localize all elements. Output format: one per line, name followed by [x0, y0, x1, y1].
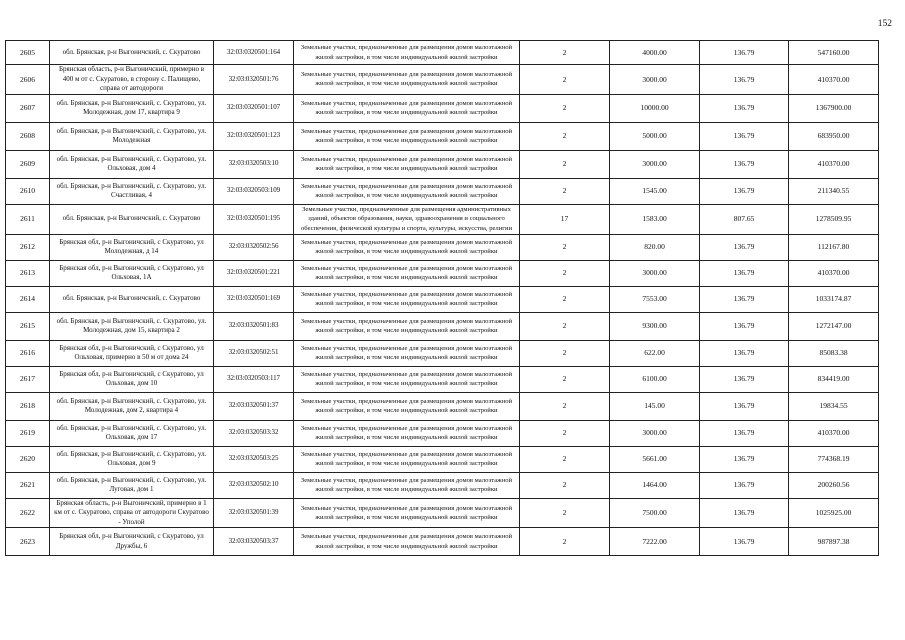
land-use-cell: Земельные участки, предназначенные для размещения домов малоэтажной жилой застройки, в том числе индивидуальной жилой застройки [294, 150, 520, 178]
specific-value-cell: 136.79 [700, 41, 789, 65]
specific-value-cell: 136.79 [700, 122, 789, 150]
row-number-cell: 2614 [6, 286, 50, 312]
row-number-cell: 2608 [6, 122, 50, 150]
cadastral-value-cell: 547160.00 [789, 41, 879, 65]
land-use-cell: Земельные участки, предназначенные для размещения домов малоэтажной жилой застройки, в том числе индивидуальной жилой застройки [294, 340, 520, 366]
land-use-cell: Земельные участки, предназначенные для размещения домов малоэтажной жилой застройки, в том числе индивидуальной жилой застройки [294, 498, 520, 528]
table-row [6, 420, 879, 446]
cadastral-value-cell: 774368.19 [789, 446, 879, 472]
cadastral-value-cell: 112167.80 [789, 234, 879, 260]
use-group-cell: 2 [520, 472, 610, 498]
address-cell: обл. Брянская, р-н Выгоничский, с. Скуратово, ул. Молодежная, дом 15, квартира 2 [50, 312, 214, 340]
use-group-cell: 2 [520, 366, 610, 392]
cadastral-value-cell: 1367900.00 [789, 94, 879, 122]
table-row [6, 366, 879, 392]
row-number-cell: 2616 [6, 340, 50, 366]
area-cell: 1583.00 [610, 204, 700, 234]
table-row [6, 340, 879, 366]
land-use-cell: Земельные участки, предназначенные для размещения домов малоэтажной жилой застройки, в том числе индивидуальной жилой застройки [294, 446, 520, 472]
cadastral-value-cell: 211340.55 [789, 178, 879, 204]
row-number-cell: 2621 [6, 472, 50, 498]
row-number-cell: 2612 [6, 234, 50, 260]
use-group-cell: 2 [520, 286, 610, 312]
address-cell: обл. Брянская, р-н Выгоничский, с. Скуратово [50, 204, 214, 234]
table-row [6, 41, 879, 65]
specific-value-cell: 136.79 [700, 528, 789, 556]
cadastral-value-cell: 410370.00 [789, 65, 879, 95]
area-cell: 4000.00 [610, 41, 700, 65]
row-number-cell: 2620 [6, 446, 50, 472]
cadastral-number-cell: 32:03:0320503:37 [214, 528, 294, 556]
address-cell: Брянская обл, р-н Выгоничский, с Скуратово, ул Ольховая, 1А [50, 260, 214, 286]
table-row [6, 204, 879, 234]
page-number: 152 [877, 19, 892, 29]
use-group-cell: 2 [520, 446, 610, 472]
cadastral-number-cell: 32:03:0320501:195 [214, 204, 294, 234]
specific-value-cell: 136.79 [700, 94, 789, 122]
cadastral-value-cell: 19834.55 [789, 392, 879, 420]
specific-value-cell: 136.79 [700, 260, 789, 286]
address-cell: Брянская область, р-н Выгоничский, примерно в 1 км от с. Скуратово, справа от автодороги Скуратово - Уполой [50, 498, 214, 528]
area-cell: 6100.00 [610, 366, 700, 392]
row-number-cell: 2613 [6, 260, 50, 286]
cadastral-number-cell: 32:03:0320501:83 [214, 312, 294, 340]
area-cell: 622.00 [610, 340, 700, 366]
specific-value-cell: 136.79 [700, 340, 789, 366]
land-use-cell: Земельные участки, предназначенные для размещения домов малоэтажной жилой застройки, в том числе индивидуальной жилой застройки [294, 472, 520, 498]
table-row [6, 122, 879, 150]
address-cell: Брянская обл, р-н Выгоничский, с Скуратово, ул Молодежная, д 14 [50, 234, 214, 260]
use-group-cell: 2 [520, 122, 610, 150]
cadastral-number-cell: 32:03:0320501:123 [214, 122, 294, 150]
land-use-cell: Земельные участки, предназначенные для размещения домов малоэтажной жилой застройки, в том числе индивидуальной жилой застройки [294, 286, 520, 312]
address-cell: обл. Брянская, р-н Выгоничский, с. Скуратово, ул. Счастливая, 4 [50, 178, 214, 204]
land-use-cell: Земельные участки, предназначенные для размещения домов малоэтажной жилой застройки, в том числе индивидуальной жилой застройки [294, 65, 520, 95]
use-group-cell: 2 [520, 312, 610, 340]
table-body [6, 41, 879, 556]
area-cell: 1545.00 [610, 178, 700, 204]
use-group-cell: 2 [520, 41, 610, 65]
row-number-cell: 2615 [6, 312, 50, 340]
row-number-cell: 2611 [6, 204, 50, 234]
specific-value-cell: 136.79 [700, 392, 789, 420]
row-number-cell: 2607 [6, 94, 50, 122]
cadastral-number-cell: 32:03:0320501:76 [214, 65, 294, 95]
use-group-cell: 2 [520, 94, 610, 122]
specific-value-cell: 136.79 [700, 234, 789, 260]
cadastral-value-cell: 1278509.95 [789, 204, 879, 234]
land-use-cell: Земельные участки, предназначенные для размещения домов малоэтажной жилой застройки, в том числе индивидуальной жилой застройки [294, 94, 520, 122]
cadastral-number-cell: 32:03:0320502:51 [214, 340, 294, 366]
address-cell: обл. Брянская, р-н Выгоничский, с. Скуратово [50, 41, 214, 65]
table-row [6, 392, 879, 420]
address-cell: Брянская область, р-н Выгоничский, примерно в 400 м от с. Скуратово, в сторону с. Палищево, справа от автодороги [50, 65, 214, 95]
use-group-cell: 2 [520, 234, 610, 260]
address-cell: обл. Брянская, р-н Выгоничский, с. Скуратово, ул. Ольховая, дом 4 [50, 150, 214, 178]
table-row [6, 260, 879, 286]
use-group-cell: 2 [520, 528, 610, 556]
address-cell: Брянская обл, р-н Выгоничский, с Скуратово, ул Дружбы, 6 [50, 528, 214, 556]
table-row [6, 528, 879, 556]
cadastral-number-cell: 32:03:0320501:37 [214, 392, 294, 420]
table-row [6, 234, 879, 260]
area-cell: 3000.00 [610, 420, 700, 446]
land-use-cell: Земельные участки, предназначенные для размещения домов малоэтажной жилой застройки, в том числе индивидуальной жилой застройки [294, 234, 520, 260]
specific-value-cell: 136.79 [700, 498, 789, 528]
use-group-cell: 2 [520, 150, 610, 178]
cadastral-number-cell: 32:03:0320503:10 [214, 150, 294, 178]
specific-value-cell: 136.79 [700, 472, 789, 498]
land-use-cell: Земельные участки, предназначенные для размещения домов малоэтажной жилой застройки, в том числе индивидуальной жилой застройки [294, 420, 520, 446]
area-cell: 5661.00 [610, 446, 700, 472]
cadastral-number-cell: 32:03:0320502:10 [214, 472, 294, 498]
cadastral-value-cell: 200260.56 [789, 472, 879, 498]
cadastral-value-cell: 1272147.00 [789, 312, 879, 340]
area-cell: 1464.00 [610, 472, 700, 498]
cadastral-number-cell: 32:03:0320503:32 [214, 420, 294, 446]
address-cell: обл. Брянская, р-н Выгоничский, с. Скуратово, ул. Молодежная, дом 17, квартира 9 [50, 94, 214, 122]
land-use-cell: Земельные участки, предназначенные для размещения административных зданий, объектов образования, науки, здравоохранения и социального обеспечения, физической культуры и спорта, культуры, искусства, религии [294, 204, 520, 234]
land-use-cell: Земельные участки, предназначенные для размещения домов малоэтажной жилой застройки, в том числе индивидуальной жилой застройки [294, 366, 520, 392]
address-cell: обл. Брянская, р-н Выгоничский, с. Скуратово [50, 286, 214, 312]
table-row [6, 150, 879, 178]
area-cell: 10000.00 [610, 94, 700, 122]
specific-value-cell: 136.79 [700, 312, 789, 340]
area-cell: 7553.00 [610, 286, 700, 312]
use-group-cell: 2 [520, 420, 610, 446]
area-cell: 7222.00 [610, 528, 700, 556]
specific-value-cell: 136.79 [700, 150, 789, 178]
table-row [6, 498, 879, 528]
cadastral-value-cell: 834419.00 [789, 366, 879, 392]
area-cell: 145.00 [610, 392, 700, 420]
cadastral-number-cell: 32:03:0320501:221 [214, 260, 294, 286]
address-cell: обл. Брянская, р-н Выгоничский, с. Скуратово, ул. Молодежная [50, 122, 214, 150]
table-row [6, 472, 879, 498]
address-cell: обл. Брянская, р-н Выгоничский, с. Скуратово, ул. Ольховая, дом 9 [50, 446, 214, 472]
use-group-cell: 2 [520, 178, 610, 204]
land-use-cell: Земельные участки, предназначенные для размещения домов малоэтажной жилой застройки, в том числе индивидуальной жилой застройки [294, 528, 520, 556]
specific-value-cell: 807.65 [700, 204, 789, 234]
row-number-cell: 2622 [6, 498, 50, 528]
row-number-cell: 2606 [6, 65, 50, 95]
cadastral-value-cell: 410370.00 [789, 260, 879, 286]
cadastral-value-cell: 1025925.00 [789, 498, 879, 528]
cadastral-number-cell: 32:03:0320503:109 [214, 178, 294, 204]
cadastral-value-cell: 410370.00 [789, 150, 879, 178]
area-cell: 5000.00 [610, 122, 700, 150]
specific-value-cell: 136.79 [700, 446, 789, 472]
area-cell: 9300.00 [610, 312, 700, 340]
use-group-cell: 2 [520, 498, 610, 528]
row-number-cell: 2623 [6, 528, 50, 556]
area-cell: 3000.00 [610, 150, 700, 178]
use-group-cell: 2 [520, 392, 610, 420]
cadastral-number-cell: 32:03:0320501:39 [214, 498, 294, 528]
specific-value-cell: 136.79 [700, 286, 789, 312]
row-number-cell: 2617 [6, 366, 50, 392]
land-use-cell: Земельные участки, предназначенные для размещения домов малоэтажной жилой застройки, в том числе индивидуальной жилой застройки [294, 392, 520, 420]
address-cell: Брянская обл, р-н Выгоничский, с Скуратово, ул Ольховая, дом 10 [50, 366, 214, 392]
area-cell: 820.00 [610, 234, 700, 260]
row-number-cell: 2610 [6, 178, 50, 204]
cadastral-number-cell: 32:03:0320501:107 [214, 94, 294, 122]
specific-value-cell: 136.79 [700, 366, 789, 392]
use-group-cell: 2 [520, 340, 610, 366]
use-group-cell: 2 [520, 260, 610, 286]
land-cadastral-table [5, 40, 879, 556]
land-use-cell: Земельные участки, предназначенные для размещения домов малоэтажной жилой застройки, в том числе индивидуальной жилой застройки [294, 122, 520, 150]
cadastral-number-cell: 32:03:0320501:169 [214, 286, 294, 312]
land-use-cell: Земельные участки, предназначенные для размещения домов малоэтажной жилой застройки, в том числе индивидуальной жилой застройки [294, 260, 520, 286]
use-group-cell: 17 [520, 204, 610, 234]
cadastral-number-cell: 32:03:0320503:117 [214, 366, 294, 392]
cadastral-number-cell: 32:03:0320501:164 [214, 41, 294, 65]
table-row [6, 178, 879, 204]
row-number-cell: 2619 [6, 420, 50, 446]
cadastral-value-cell: 987897.38 [789, 528, 879, 556]
table-row [6, 286, 879, 312]
cadastral-number-cell: 32:03:0320502:56 [214, 234, 294, 260]
cadastral-number-cell: 32:03:0320503:25 [214, 446, 294, 472]
area-cell: 7500.00 [610, 498, 700, 528]
address-cell: обл. Брянская, р-н Выгоничский, с. Скуратово, ул. Ольховая, дом 17 [50, 420, 214, 446]
address-cell: обл. Брянская, р-н Выгоничский, с. Скуратово, ул. Молодежная, дом 2, квартира 4 [50, 392, 214, 420]
table-row [6, 94, 879, 122]
specific-value-cell: 136.79 [700, 178, 789, 204]
specific-value-cell: 136.79 [700, 420, 789, 446]
land-use-cell: Земельные участки, предназначенные для размещения домов малоэтажной жилой застройки, в том числе индивидуальной жилой застройки [294, 312, 520, 340]
cadastral-value-cell: 683950.00 [789, 122, 879, 150]
cadastral-value-cell: 85083.38 [789, 340, 879, 366]
row-number-cell: 2609 [6, 150, 50, 178]
address-cell: Брянская обл, р-н Выгоничский, с Скуратово, ул Ольховая, примерно в 50 м от дома 24 [50, 340, 214, 366]
table-row [6, 312, 879, 340]
use-group-cell: 2 [520, 65, 610, 95]
address-cell: обл. Брянская, р-н Выгоничский, с. Скуратово, ул. Луговая, дом 1 [50, 472, 214, 498]
cadastral-value-cell: 410370.00 [789, 420, 879, 446]
table-row [6, 65, 879, 95]
table-row [6, 446, 879, 472]
row-number-cell: 2618 [6, 392, 50, 420]
specific-value-cell: 136.79 [700, 65, 789, 95]
area-cell: 3000.00 [610, 260, 700, 286]
cadastral-value-cell: 1033174.87 [789, 286, 879, 312]
land-use-cell: Земельные участки, предназначенные для размещения домов малоэтажной жилой застройки, в том числе индивидуальной жилой застройки [294, 178, 520, 204]
land-use-cell: Земельные участки, предназначенные для размещения домов малоэтажной жилой застройки, в том числе индивидуальной жилой застройки [294, 41, 520, 65]
area-cell: 3000.00 [610, 65, 700, 95]
row-number-cell: 2605 [6, 41, 50, 65]
